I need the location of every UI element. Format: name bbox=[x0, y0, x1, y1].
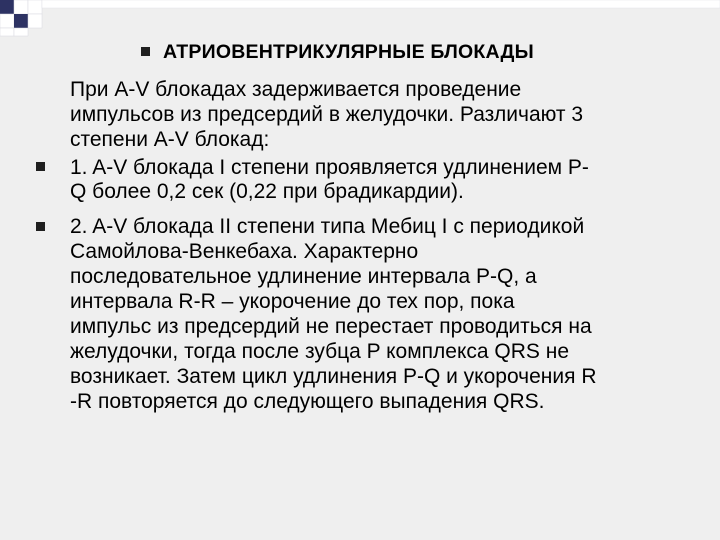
item1-line: Q более 0,2 сек (0,22 при брадикардии). bbox=[70, 180, 464, 203]
item2-line: желудочки, тогда после зубца P комплекса QRS не bbox=[70, 340, 570, 363]
item2-line: интервала R-R – укорочение до тех пор, пока bbox=[70, 290, 515, 313]
item2-line: 2. A-V блокада II степени типа Мебиц I с периодикой bbox=[70, 215, 585, 238]
item2-line: импульс из предсердий не перестает проводиться на bbox=[70, 315, 592, 338]
intro-line: При A-V блокадах задерживается проведение bbox=[70, 78, 522, 101]
item2-line: -R повторяется до следующего выпадения QRS. bbox=[70, 390, 545, 413]
item1-bullet bbox=[36, 162, 45, 171]
intro-line: импульсов из предсердий в желудочки. Различают 3 bbox=[70, 103, 584, 126]
intro-line: степени A-V блокад: bbox=[70, 128, 270, 151]
title-bullet bbox=[141, 47, 150, 56]
item2-bullet bbox=[36, 222, 45, 231]
item2-line: последовательное удлинение интервала P-Q, а bbox=[70, 265, 537, 288]
item2-line: Самойлова-Венкебаха. Характерно bbox=[70, 240, 419, 263]
item2-line: возникает. Затем цикл удлинения P-Q и укорочения R bbox=[70, 365, 597, 388]
item1-line: 1. A-V блокада I степени проявляется удлинением P- bbox=[70, 156, 589, 179]
slide-title: АТРИОВЕНТРИКУЛЯРНЫЕ БЛОКАДЫ bbox=[163, 41, 534, 63]
